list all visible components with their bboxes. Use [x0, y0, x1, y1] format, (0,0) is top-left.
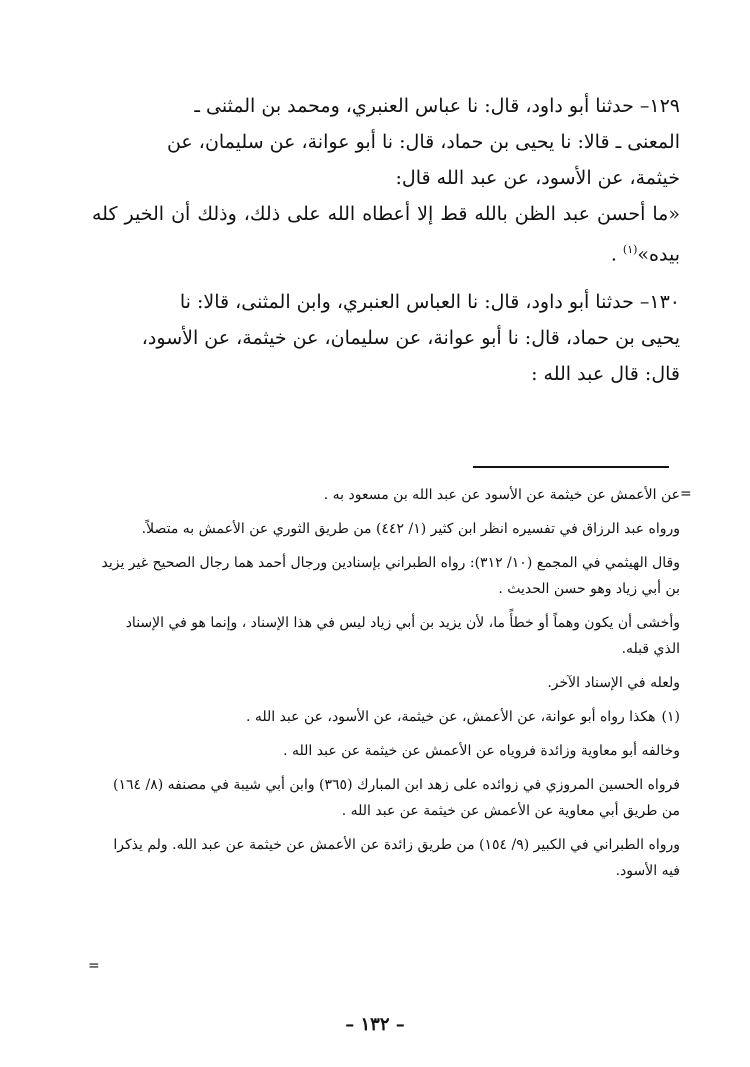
- hadith-129-end: .: [610, 243, 623, 266]
- footnote-cont-3: وقال الهيثمي في المجمع (١٠/ ٣١٢): رواه الطبراني بإسنادين ورجال أحمد هما رجال الصحيح غير يزيد بن أبي زياد وهو حسن الحديث .: [101, 555, 680, 597]
- hadith-130-line2: يحيى بن حماد، قال: نا أبو عوانة، عن سليمان، عن خيثمة، عن الأسود،: [141, 327, 680, 350]
- hadith-129-line1: ١٢٩– حدثنا أبو داود، قال: نا عباس العنبري، ومحمد بن المثنى ـ: [194, 95, 680, 117]
- footnote-1-p3: فرواه الحسين المروزي في زوائده على زهد ابن المبارك (٣٦٥) وابن أبي شيبة في مصنفه (٨/ ١٦٤) من طريق أبي معاوية عن الأعمش عن خيثمة عن عبد الله .: [112, 777, 680, 819]
- footnote-cont-2: ورواه عبد الرزاق في تفسيره انظر ابن كثير (١/ ٤٤٢) من طريق الثوري عن الأعمش به متصلاً.: [141, 521, 680, 537]
- hadith-129: [92, 88, 680, 272]
- footnote-1-number: (١): [661, 709, 680, 725]
- footnote-cont-5: ولعله في الإسناد الآخر.: [547, 675, 680, 691]
- hadith-129-line3: خيثمة، عن الأسود، عن عبد الله قال:: [395, 167, 680, 189]
- footnote-1-p1-text: هكذا رواه أبو عوانة، عن الأعمش، عن خيثمة، عن الأسود، عن عبد الله .: [245, 709, 656, 725]
- footnote-cont-4: وأخشى أن يكون وهماً أو خطأً ما، لأن يزيد بن أبي زياد ليس في هذا الإسناد ، وإنما هو في الإسناد الذي قبله.: [125, 615, 680, 657]
- footnote-1-p1: [100, 704, 680, 730]
- hadith-129-line2: المعنى ـ قالا: نا يحيى بن حماد، قال: نا أبو عوانة، عن سليمان، عن: [166, 131, 680, 153]
- hadith-129-quote: «ما أحسن عبد الظن بالله قط إلا أعطاه الله على ذلك، وذلك أن الخير كله بيده»: [92, 203, 680, 266]
- continuation-mark: =: [680, 486, 692, 502]
- hadith-130-line3: قال: قال عبد الله :: [531, 363, 680, 386]
- footnote-divider: [473, 466, 669, 468]
- footnote-cont-1: عن الأعمش عن خيثمة عن الأسود عن عبد الله بن مسعود به .: [323, 487, 680, 503]
- hadith-130-line1: ١٣٠– حدثنا أبو داود، قال: نا العباس العنبري، وابن المثنى، قالا: نا: [179, 291, 680, 314]
- hadith-130: [92, 284, 680, 392]
- end-continuation-mark: =: [88, 958, 100, 974]
- footnote-ref-1[interactable]: (١): [622, 243, 638, 256]
- footnote-1-p2: وخالفه أبو معاوية وزائدة فروياه عن الأعمش عن خيثمة عن عبد الله .: [283, 743, 680, 759]
- footnote-1-p4: ورواه الطبراني في الكبير (٩/ ١٥٤) من طريق زائدة عن الأعمش عن خيثمة عن عبد الله. ولم يذكرا فيه الأسود.: [113, 837, 680, 879]
- page-number: – ١٣٢ –: [345, 1014, 405, 1035]
- main-text: [92, 88, 680, 392]
- footnotes: [100, 482, 680, 892]
